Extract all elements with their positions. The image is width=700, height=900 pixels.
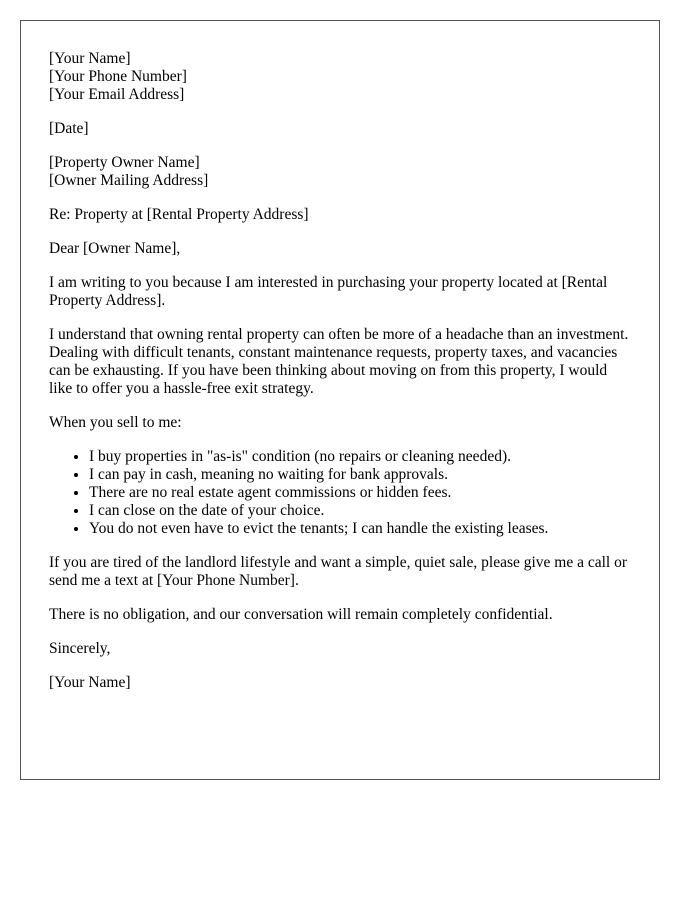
list-item: • You do not even have to evict the tenants; I can handle the existing leases.	[89, 520, 631, 538]
date-block	[49, 120, 631, 138]
signature: [Your Name]	[49, 674, 131, 691]
recipient-address: [Owner Mailing Address]	[49, 172, 209, 189]
list-intro: When you sell to me:	[49, 414, 182, 431]
letter-date: [Date]	[49, 120, 89, 137]
context-paragraph: I understand that owning rental property can often be more of a headache than an investment. Dealing with difficult tenants, constant maintenance requests, property taxes, and vacancies can be exhausting. If you have been thinking about moving on from this property, I would like to offer you a hassle-free exit strategy.	[49, 326, 629, 397]
confidential-paragraph: There is no obligation, and our conversation will remain completely confidential.	[49, 606, 553, 623]
salutation: Dear [Owner Name],	[49, 240, 181, 257]
list-item: • There are no real estate agent commissions or hidden fees.	[89, 484, 631, 502]
list-item: • I can close on the date of your choice.	[89, 502, 631, 520]
sender-name: [Your Name]	[49, 50, 131, 67]
letter-page	[20, 20, 660, 780]
sender-block	[49, 50, 631, 104]
benefits-list	[49, 448, 631, 538]
sender-email: [Your Email Address]	[49, 86, 185, 103]
recipient-block	[49, 154, 631, 190]
closing: Sincerely,	[49, 640, 111, 657]
recipient-name: [Property Owner Name]	[49, 154, 200, 171]
intro-paragraph: I am writing to you because I am interested in purchasing your property located at [Rental Property Address].	[49, 274, 608, 309]
list-item: • I can pay in cash, meaning no waiting for bank approvals.	[89, 466, 631, 484]
subject-line: Re: Property at [Rental Property Address]	[49, 206, 309, 223]
sender-phone: [Your Phone Number]	[49, 68, 187, 85]
call-to-action-paragraph: If you are tired of the landlord lifestyle and want a simple, quiet sale, please give me a call or send me a text at [Your Phone Number].	[49, 554, 628, 589]
list-item: • I buy properties in "as-is" condition (no repairs or cleaning needed).	[89, 448, 631, 466]
